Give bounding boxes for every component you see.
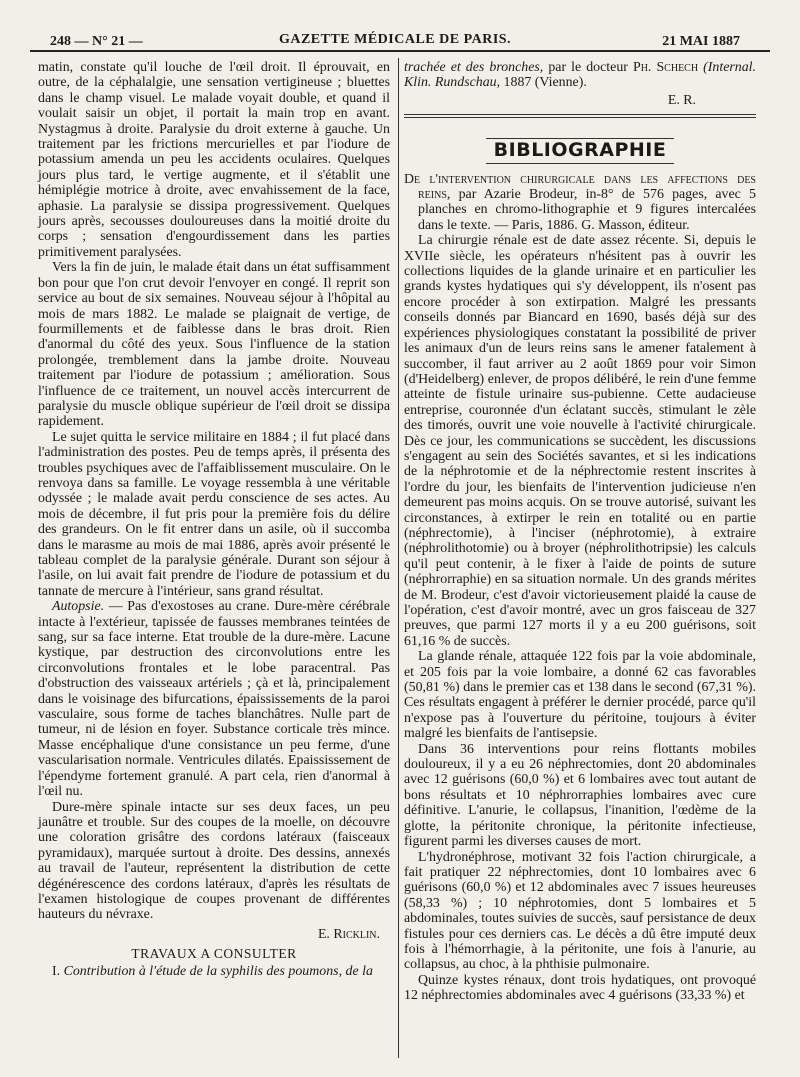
book-title: De l'intervention chirurgicale dans les affections des reins, <box>404 171 756 203</box>
reference-by: par le docteur <box>543 60 633 75</box>
page-number: 248 — N° 21 — <box>50 34 143 49</box>
left-column <box>38 60 390 979</box>
paragraph: matin, constate qu'il louche de l'œil droit. Il éprouvait, en outre, de la céphalalgie, une sensation vertigineuse ; bluettes dans le champ visuel. Le malade voyait double, et quand il voulait saisir un objet, il portait la main trop en avant. Nystagmus à droite. Paralysie du droit externe à gauche. Un traitement par les frictions mercurielles et par l'iodure de potassium amenda un peu les accidents oculaires. Quelques jours plus tard, le vertige augmente, et il s'établit une hémiplégie motrice à droite, avec envahissement de la face, aphasie. La paralysie se dissipa progressivement. Quelques jours après, secousses douloureuses dans la moitié droite du corps ; sensation d'engourdissement dans les parties primitivement paralysées. <box>38 60 390 260</box>
paragraph: L'hydronéphrose, motivant 32 fois l'action chirurgicale, a fait pratiquer 22 néphrectomies, dont 10 lombaires avec 6 guérisons (60,0 %) et 12 abdominales avec 7 issues heureuses (58,33 %) ; 10 néphrotomies, dont 5 lombaires et 5 abdominales, toutes suivies de succès, sauf persistance de deux fistules pour ces derniers cas. Le décès a dû être imputé deux fois à l'hémorrhagie, à la péritonite, une fois à l'anurie, au collapsus, au choc, à la phthisie pulmonaire. <box>404 849 756 973</box>
section-rule <box>404 114 756 118</box>
reference-entry <box>38 964 390 979</box>
paragraph: Dure-mère spinale intacte sur ses deux faces, un peu jaunâtre et trouble. Sur des coupes de la moelle, on découvre une coloration grisâtre des cordons latéraux (faisceaux pyramidaux), marquée surtout à droite. Des dessins, annexés au travail de l'auteur, représentent la distribution de cette dégénérescence des cordons latéraux, d'après les résultats de l'examen histologique de coupes provenant de différentes hauteurs du névraxe. <box>38 799 390 923</box>
page-header <box>50 30 740 52</box>
reference-title-cont: trachée et des bronches, <box>404 60 544 75</box>
reference-continuation <box>404 60 756 91</box>
paragraph: Vers la fin de juin, le malade était dans un état suffisamment bon pour que l'on crut devoir l'envoyer en congé. Il reprit son service au bout de six semaines. Nouveau séjour à l'hôpital au mois de mars 1882. Le malade se plaignait de vertige, de fourmillements et de faiblesse dans le bras droit. Rien d'anormal du côté des yeux. Sous l'influence de la station prolongée, tremblement dans la jambe droite. Nouveau traitement par l'iodure de potassium ; amélioration. Sous l'influence de ce traitement, un nouvel accès intercurrent de paralysie du muscle oblique supérieur de l'œil droit se dissipa rapidement. <box>38 260 390 430</box>
column-divider <box>398 58 399 1058</box>
reference-title: Contribution à l'étude de la syphilis des poumons, de la <box>63 963 373 979</box>
book-details: par Azarie Brodeur, in-8° de 576 pages, avec 5 planches en chromo-lithographie et 9 figures intercalées dans le texte. — Paris, 1886. G. Masson, éditeur. <box>418 187 756 233</box>
publication-title: GAZETTE MÉDICALE DE PARIS. <box>278 32 512 47</box>
paragraph: La chirurgie rénale est de date assez récente. Si, depuis le XVIIe siècle, les opérateurs n'hésitent pas à ouvrir les collections liquides de la glande urinaire et en particulier les grands kystes hydatiques qui s'y développent, ils n'osent pas encore procéder à son extirpation. Malgré les pressants conseils donnés par Biancard en 1690, basés déjà sur des expériences physiologiques constatant la possibilité de priver les animaux d'un de leurs reins sans le amener fatalement à succomber, il faut arriver au 2 août 1869 pour voir Simon (d'Heidelberg) enlever, de propos délibéré, le rein d'une femme atteinte de fistule urinaire sus-pubienne. Cette audacieuse entreprise, couronnée d'un éclatant succès, stimulant le zèle des timorés, ouvrit une voie nouvelle à l'activité chirurgicale. Dès ce jour, les communications se succèdent, les discussions s'engagent au sein des Sociétés savantes, et si les indications de la néphrotomie et de la néphrectomie restent inscrites à l'ordre du jour, les bienfaits de l'intervention judicieuse n'en demeurent pas moins acquis. On se trouve autorisé, suivant les circonstances, à extirper le rein en totalité ou en partie (néphrectomie), à l'inciser (néphrotomie), à extraire (néphrolithotomie) ou à broyer (néphrolithotripsie) les calculs qu'il peut contenir, à le fixer à l'aide de points de suture (néphrorraphie) en sa situation normale. Un des grands mérites de M. Brodeur, c'est d'avoir victorieusement plaidé la cause de l'opération, c'est d'avoir montré, avec un gros faisceau de 327 preuves, que parmi 127 morts il y a eu 200 guérisons, soit 61,16 % de succès. <box>404 233 756 649</box>
reference-number: I. <box>52 963 61 979</box>
section-title: TRAVAUX A CONSULTER <box>131 946 297 962</box>
reference-journal: (Internal. Klin. Rundschau, <box>404 60 756 91</box>
autopsie-paragraph <box>38 599 390 799</box>
paragraph: Dans 36 interventions pour reins flottants mobiles douloureux, il y a eu 26 néphrectomies, dont 20 abdominales avec 12 guérisons (60,0 %) et 6 lombaires avec tout autant de bons résultats et 10 néphrorraphies lombaires avec cure définitive. L'anurie, le collapsus, l'inanition, l'œdème de la glotte, la péritonite chronique, la péritonite infectieuse, figurent parmi les diverses causes de mort. <box>404 741 756 850</box>
header-rule <box>30 50 770 52</box>
bibliography-entry <box>404 172 756 234</box>
paragraph: Quinze kystes rénaux, dont trois hydatiques, ont provoqué 12 néphrectomies abdominales avec 4 guérisons (33,33 %) et <box>404 972 756 1004</box>
issue-date: 21 MAI 1887 <box>662 34 740 49</box>
reference-end: 1887 (Vienne). <box>500 75 587 91</box>
bibliographie-heading: BIBLIOGRAPHIE <box>486 138 675 163</box>
reference-signature: E. R. <box>667 92 696 108</box>
autopsie-label: Autopsie. <box>52 599 105 615</box>
author-signature: E. Ricklin. <box>317 926 380 942</box>
paragraph: Le sujet quitta le service militaire en 1884 ; il fut placé dans l'administration des postes. Peu de temps après, il présenta des troubles psychiques avec de l'affaiblissement musculaire. On le renvoya dans sa famille. Le voyage ressembla à une véritable odyssée ; le malade avait perdu conscience de ses actes. Au mois de décembre, il fut pris pour la première fois du délire des grandeurs. On le fit entrer dans un asile, où il succomba dans le marasme au mois de mai 1886, après avoir présenté le tableau complet de la paralysie générale. Durant son séjour à l'asile, on lui avait fait prendre de l'iodure de potassium et du tannate de mercure à l'intérieur, sans grand résultat. <box>38 429 390 599</box>
bibliographie-heading-box <box>404 138 756 163</box>
reference-author: Ph. Schech <box>632 60 699 75</box>
right-column <box>404 60 756 1004</box>
autopsie-text: — Pas d'exostoses au crane. Dure-mère cérébrale intacte à l'extérieur, tapissée de fausses membranes teintées de sang, sur sa face interne. Etat trouble de la dure-mère. Lacune kystique, par destruction des circonvolutions entre les circonvolutions frontales et le lobe paracentral. Pas d'obstruction des vaisseaux artériels ; çà et là, principalement dans le voisinage des bifurcations, épaississements de la paroi vasculaire, sous forme de taches blanchâtres. Nulle part de tumeur, ni de lésion en foyer. Substance corticale très mince. Masse encéphalique d'une consistance un peu ferme, d'une vascularisation normale. Ventricules dilatés. Epaississement de l'épendyme fortement granulé. A part cela, rien d'anormal à l'œil nu. <box>38 599 390 800</box>
paragraph: La glande rénale, attaquée 122 fois par la voie abdominale, et 205 fois par la voie lombaire, a donné 62 cas favorables (50,81 %) dans le premier cas et 138 dans le second (67,31 %). Ces résultats engagent à préférer le dernier procédé, parce qu'il n'expose pas à l'ouverture du péritoine, toujours à éviter malgré les bienfaits de l'antisepsie. <box>404 649 756 742</box>
